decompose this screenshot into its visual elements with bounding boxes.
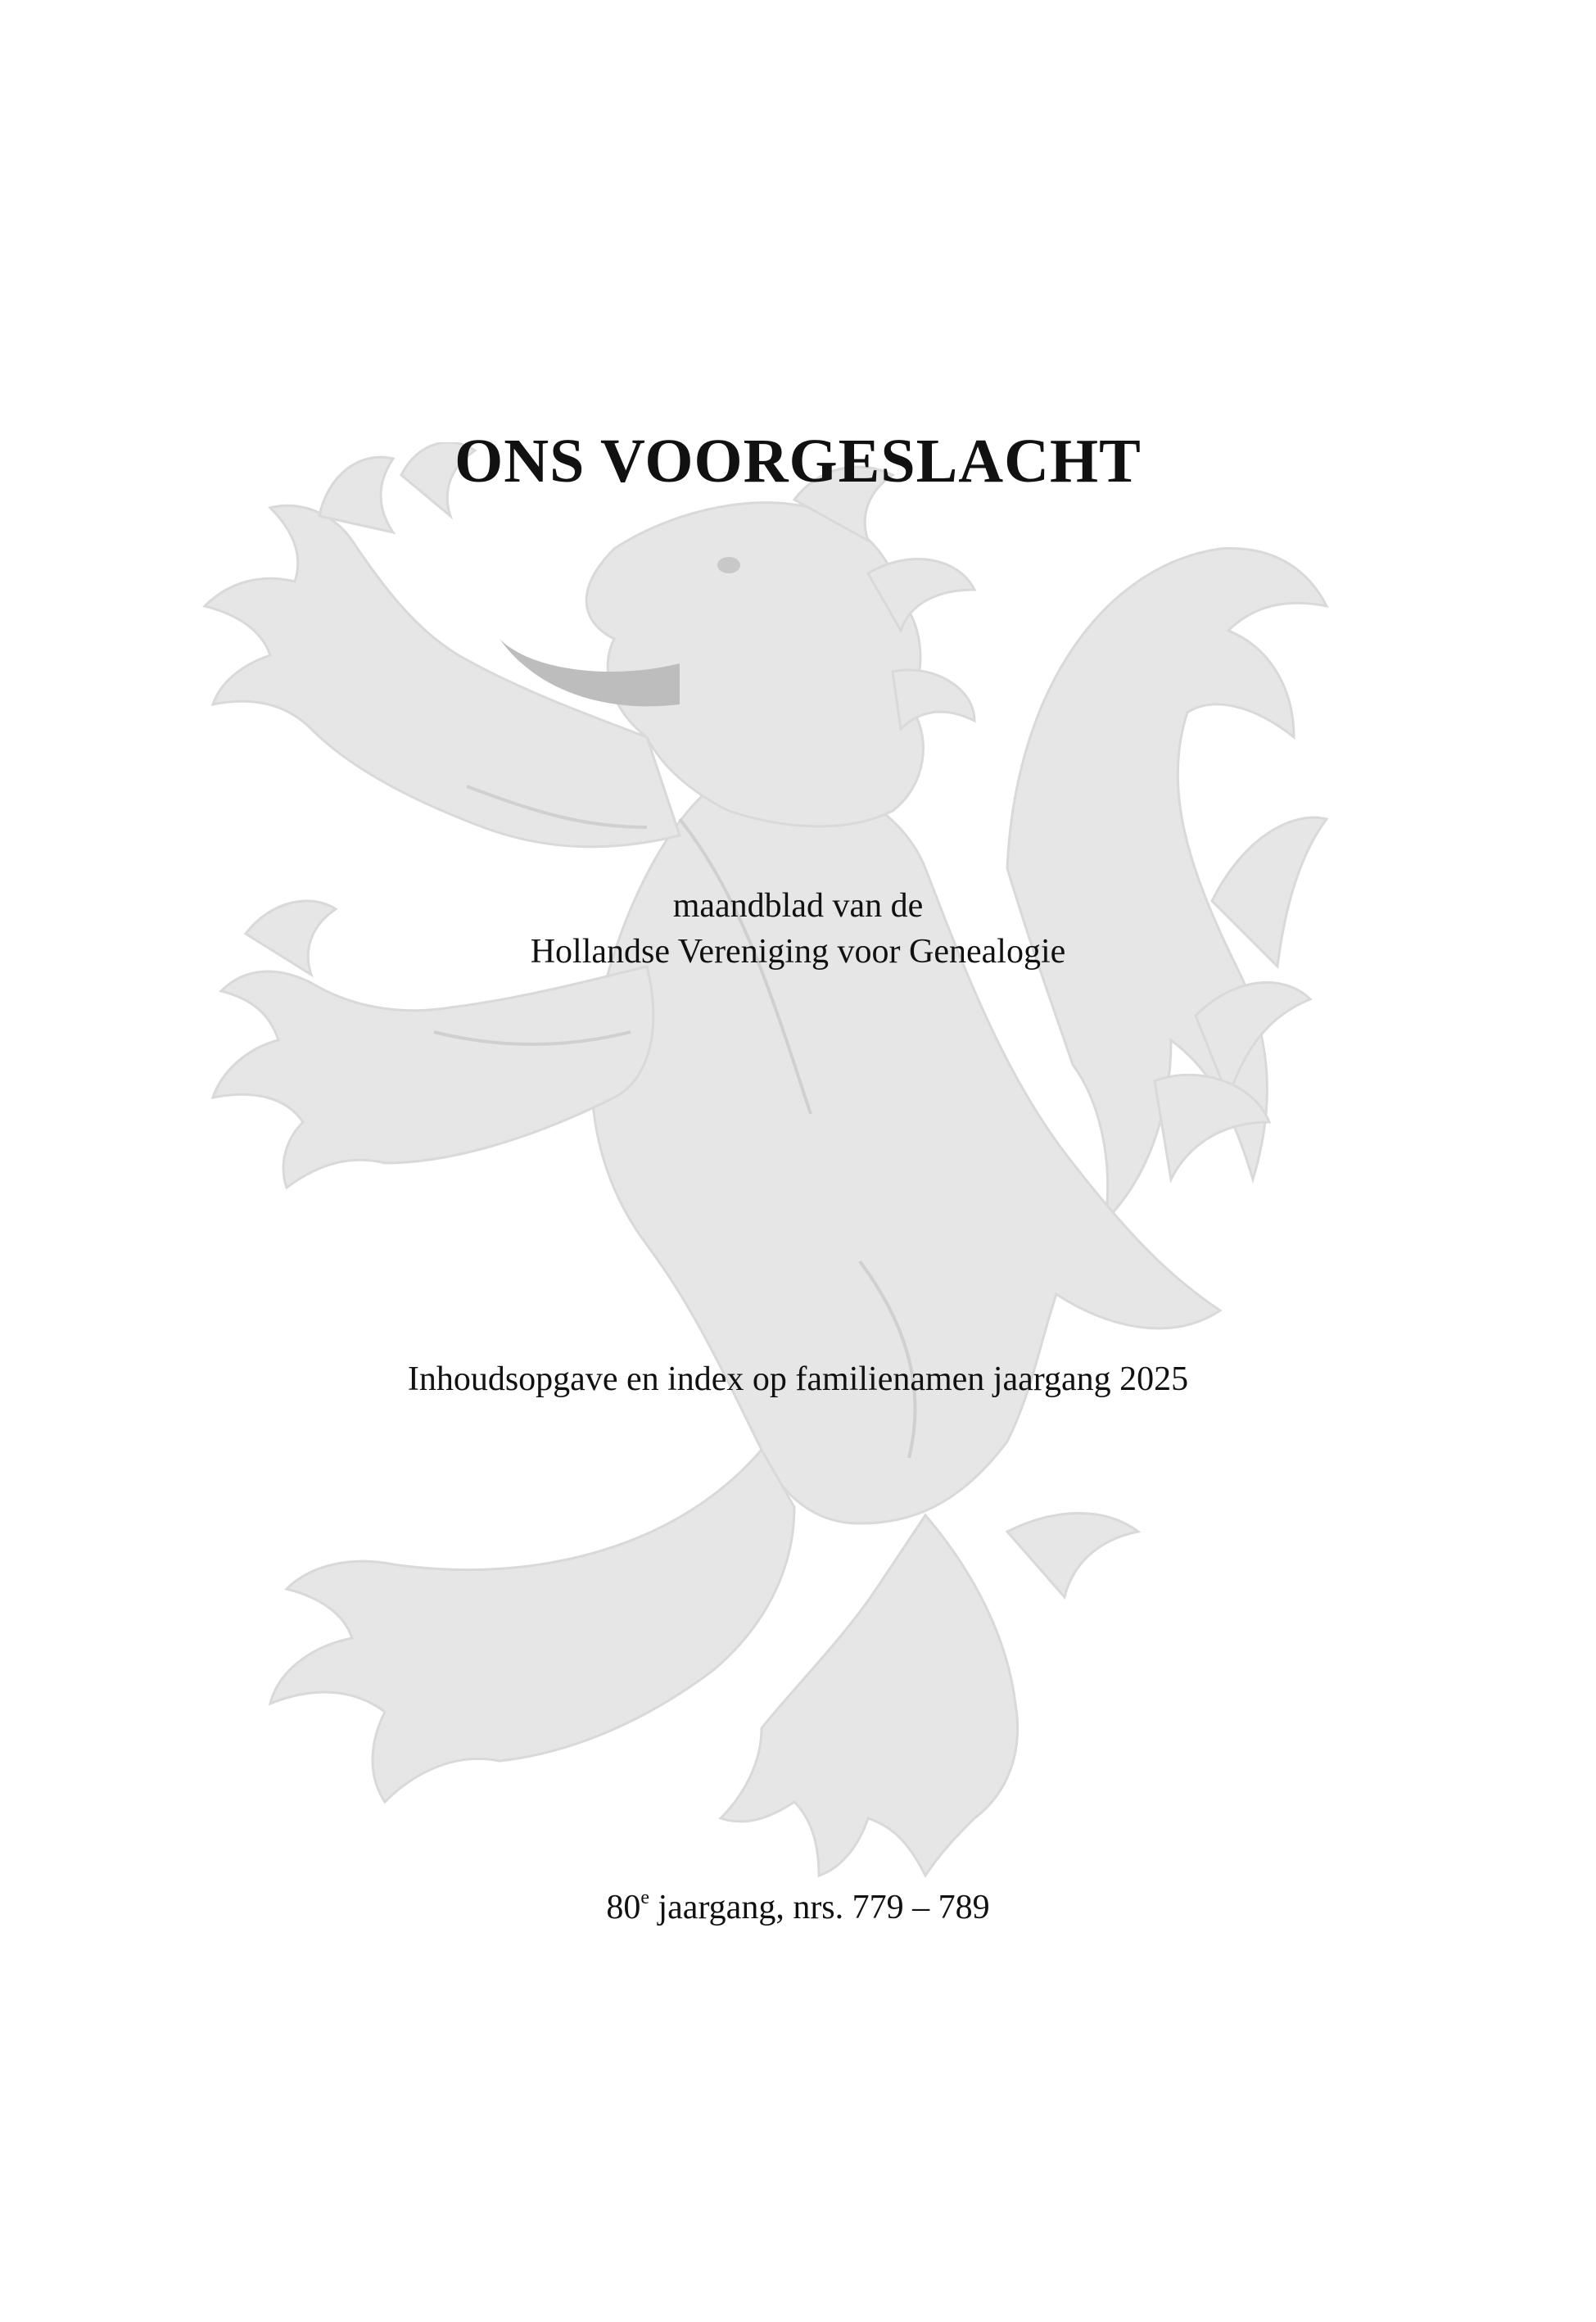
index-description: Inhoudsopgave en index op familienamen jaargang 2025 bbox=[407, 1360, 1189, 1398]
volume-number: 80 bbox=[606, 1889, 641, 1926]
volume-info bbox=[0, 1888, 1596, 1927]
subtitle-line-2: Hollandse Vereniging voor Genealogie bbox=[530, 933, 1066, 971]
volume-issues: jaargang, nrs. 779 – 789 bbox=[649, 1889, 990, 1926]
document-title: ONS VOORGESLACHT bbox=[454, 427, 1142, 496]
subtitle-line-1: maandblad van de bbox=[672, 887, 924, 925]
volume-ordinal-suffix: e bbox=[640, 1887, 649, 1908]
heraldic-lion-icon bbox=[188, 442, 1335, 1884]
